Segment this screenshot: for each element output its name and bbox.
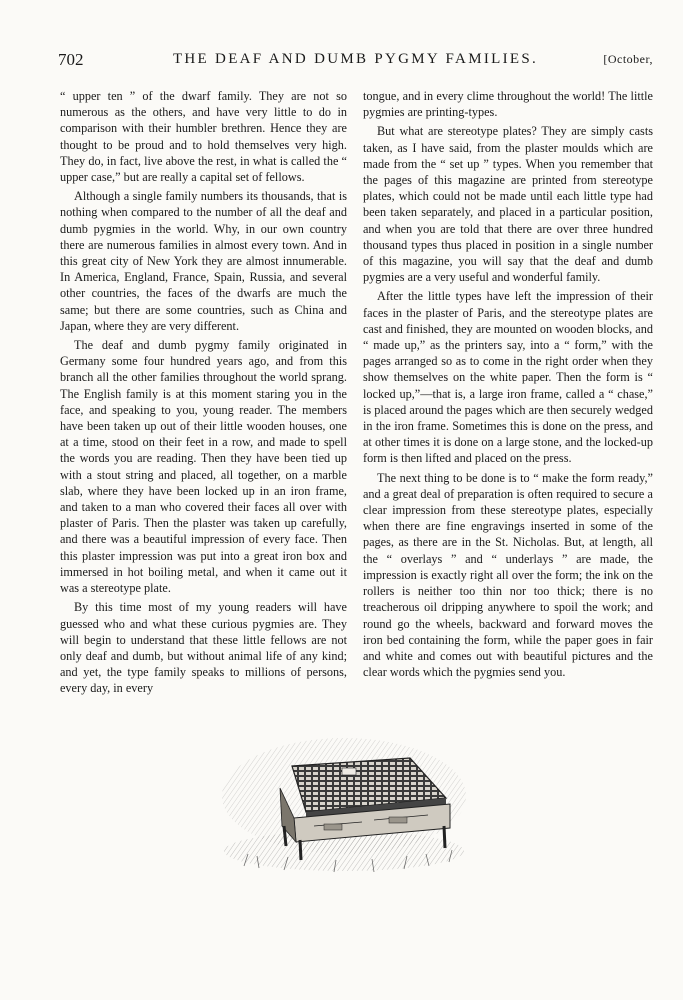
right-column [363, 88, 653, 680]
running-header [58, 50, 653, 72]
page-number: 702 [58, 50, 84, 69]
type-case-engraving-icon [214, 726, 474, 876]
running-title: THE DEAF AND DUMB PYGMY FAMILIES. [172, 51, 539, 67]
left-column [60, 88, 347, 697]
paragraph: The next thing to be done is to “ make the form ready,” and a great deal of preparation is often required to secure a clear impression from these stereotype plates, especially when there are fine engravings inserted in some of the pages, as there are in the St. Nicholas. But, at length, all the “ overlays ” and “ underlays ” are made, the impression is exactly right all over the form; the ink on the rollers is neither too thin nor too thick; there is no treacherous oil dripping anywhere to spoil the work; and round go the wheels, backward and forward moves the iron bed containing the form, while the paper goes in fair and white and comes out with beautiful pictures and the clear words which the pygmies send you. [363, 470, 653, 680]
paragraph: By this time most of my young readers will have guessed who and what these curious pygmies are. They will begin to understand that these little fellows are not only deaf and dumb, but without animal life of any kind; and yet, the type family speaks to millions of persons, every day, in every [60, 600, 347, 696]
paragraph: Although a single family numbers its thousands, that is nothing when compared to the number of all the deaf and dumb pygmies in the world. Why, in our own country there are numerous families in almost every town. And in this great city of New York they are almost innumerable. In America, England, France, Spain, Russia, and several other countries, the faces of the dwarfs are much the same; but there are some countries, such as China and Japan, where they are very different. [60, 189, 347, 333]
paragraph: “ upper ten ” of the dwarf family. They are not so numerous as the others, and have very little to do in comparison with their humbler brethren. Hence they are thought to be proud and to hold themselves very high. They do, in fact, live above the rest, in what is called the “ upper case,” but are really a capital set of fellows. [60, 89, 347, 185]
paragraph: But what are stereotype plates? They are simply casts taken, as I have said, from the plaster moulds which are made from the “ set up ” types. When you remember that the pages of this magazine are printed from stereotype plates, which could not be made until each little type had been taken separately, and placed in a particular position, and when you are told that there are over three hundred thousand types thus placed in position in a single number of this magazine, you will say that the deaf and dumb pygmies are a very useful and wonderful family. [363, 124, 653, 285]
paragraph: The deaf and dumb pygmy family originated in Germany some four hundred years ago, and from this branch all the other families throughout the world sprang. The English family is at this moment staring you in the face, and speaking to you, young reader. The members have been taken up out of their little wooden houses, one at a time, stood on their feet in a row, and made to spell the words you are reading. Then they have been tied up with a stout string and placed, all together, on a marble slab, where they have been locked up in an iron frame, and taken to a man who covered their faces all over with plaster of Paris. Then the plaster was taken up carefully, and there was a beautiful impression of every face. Then this plaster impression was put into a great iron box and immersed in hot boiling metal, and when it came out it was a stereotype plate. [60, 338, 347, 596]
paragraph: tongue, and in every clime throughout the world! The little pygmies are printing-types. [363, 89, 653, 120]
issue-month: [October, [603, 52, 653, 66]
paragraph: After the little types have left the impression of their faces in the plaster of Paris, and the stereotype plates are cast and finished, they are mounted on wooden blocks, and “ made up,” as the printers say, into a “ form,” with the pages arranged so as to come in the right order when they show themselves on the white paper. Then the form is “ locked up,”—that is, a large iron frame, called a “ chase,” is placed around the pages which are then securely wedged in the iron frame. Sometimes this is done on the press, and at other times it is done on a large stone, and the locked-up form is then lifted and placed on the press. [363, 289, 653, 466]
